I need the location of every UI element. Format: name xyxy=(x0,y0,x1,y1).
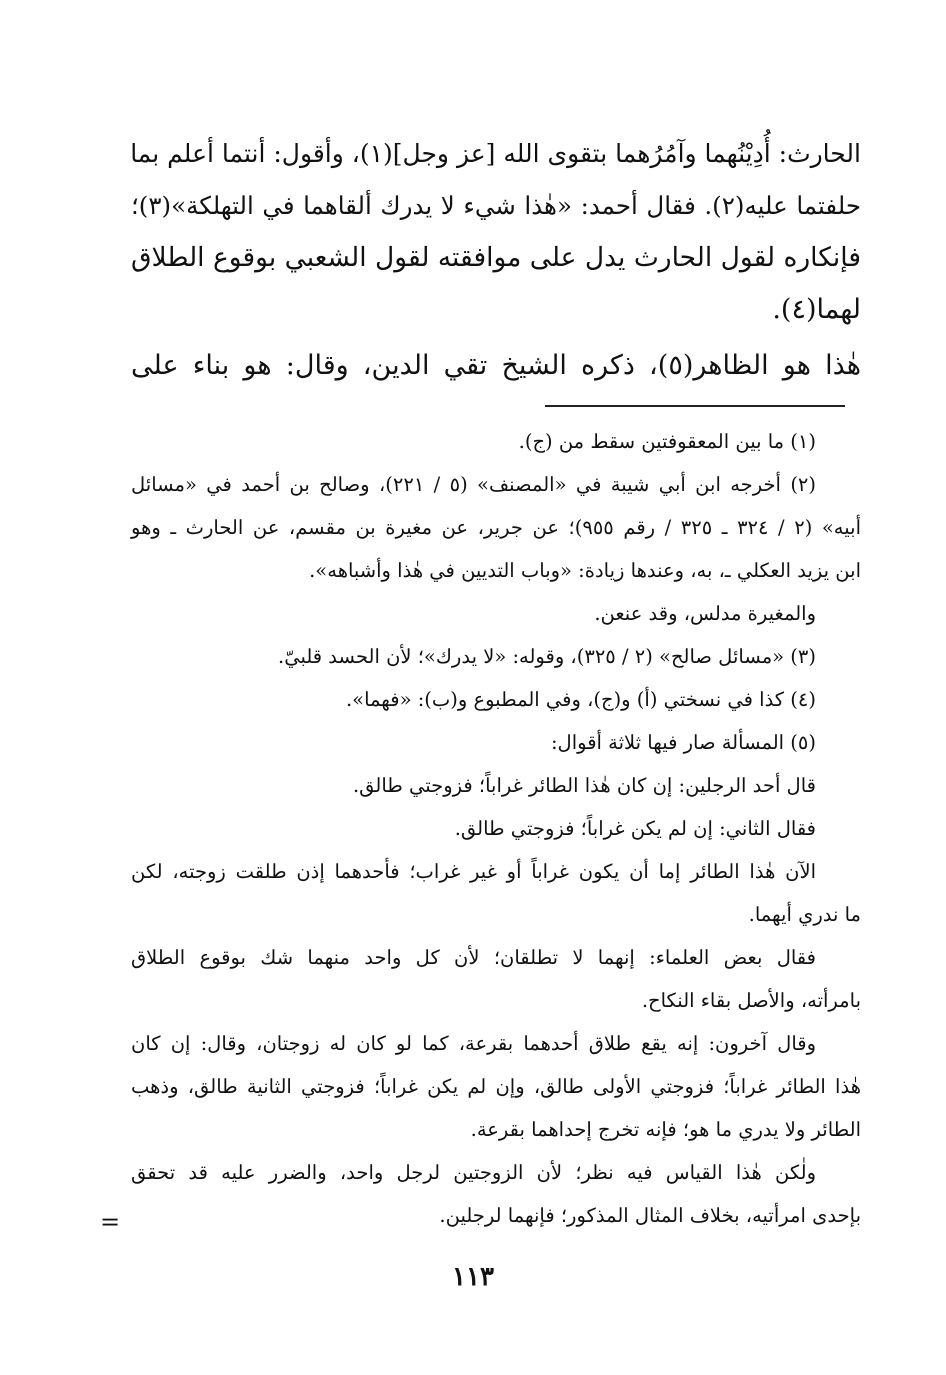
main-text-line: حلفتما عليه(٢). فقال أحمد: «هٰذا شيء لا يدرك ألقاهما في التهلكة»(٣)؛ xyxy=(131,191,861,220)
footnote-line: ابن يزيد العكلي ـ، به، وعندها زيادة: «وباب التديين في هٰذا وأشباهه». xyxy=(309,559,861,582)
footnote-line: (١) ما بين المعقوفتين سقط من (ج). xyxy=(518,430,816,453)
main-text-line: فإنكاره لقول الحارث يدل على موافقته لقول الشعبي بوقوع الطلاق xyxy=(131,242,861,273)
footnote-line: ولٰكن هٰذا القياس فيه نظر؛ لأن الزوجتين لرجل واحد، والضرر عليه قد تحقق xyxy=(131,1161,816,1184)
footnote-line: أبيه» (٢ / ٣٢٤ ـ ٣٢٥ / رقم ٩٥٥)؛ عن جرير، عن مغيرة بن مقسم، عن الحارث ـ وهو xyxy=(131,516,861,539)
footnote-line: وقال آخرون: إنه يقع طلاق أحدهما بقرعة، كما لو كان له زوجتان، وقال: إن كان xyxy=(131,1032,816,1055)
footnote-line: هٰذا الطائر غراباً؛ فزوجتي الأولى طالق، وإن لم يكن غراباً؛ فزوجتي الثانية طالق، وذهب xyxy=(131,1075,861,1098)
footnote-line: بإحدى امرأتيه، بخلاف المثال المذكور؛ فإنهما لرجلين. xyxy=(439,1204,861,1227)
footnote-line: والمغيرة مدلس، وقد عنعن. xyxy=(594,602,816,625)
footnote-line: فقال بعض العلماء: إنهما لا تطلقان؛ لأن كل واحد منهما شك بوقوع الطلاق xyxy=(131,946,816,969)
footnotes xyxy=(131,420,861,1237)
footnote-line: ما ندري أيهما. xyxy=(748,903,861,926)
footnote-line: قال أحد الرجلين: إن كان هٰذا الطائر غراباً؛ فزوجتي طالق. xyxy=(352,774,816,797)
footnote-line: الطائر ولا يدري ما هو؛ فإنه تخرج إحداهما بقرعة. xyxy=(470,1118,861,1141)
page-number: ١١٣ xyxy=(452,1262,494,1292)
main-text-line: لهما(٤). xyxy=(772,294,861,325)
continuation-mark: = xyxy=(100,1208,121,1236)
footnote-line: (٣) «مسائل صالح» (٢ / ٣٢٥)، وقوله: «لا يدرك»؛ لأن الحسد قلبيّ. xyxy=(278,645,816,668)
footnote-line: الآن هٰذا الطائر إما أن يكون غراباً أو غير غراب؛ فأحدهما إذن طلقت زوجته، لكن xyxy=(131,860,816,883)
footnote-separator xyxy=(545,405,845,407)
footnote-line: بامرأته، والأصل بقاء النكاح. xyxy=(641,989,861,1012)
footnote-line: فقال الثاني: إن لم يكن غراباً؛ فزوجتي طالق. xyxy=(454,817,816,840)
footnote-line: (٤) كذا في نسختي (أ) و(ج)، وفي المطبوع و(ب): «فهما». xyxy=(345,688,816,711)
main-text xyxy=(131,128,861,392)
footnote-line: (٢) أخرجه ابن أبي شيبة في «المصنف» (٥ / ٢٢١)، وصالح بن أحمد في «مسائل xyxy=(131,473,817,496)
main-text-line: الحارث: أُدِيْنُهما وآمُرُهما بتقوى الله [عز وجل](١)، وأقول: أنتما أعلم بما xyxy=(130,139,861,168)
footnote-line: (٥) المسألة صار فيها ثلاثة أقوال: xyxy=(550,731,816,754)
main-text-line: هٰذا هو الظاهر(٥)، ذكره الشيخ تقي الدين، وقال: هو بناء على xyxy=(131,350,861,381)
